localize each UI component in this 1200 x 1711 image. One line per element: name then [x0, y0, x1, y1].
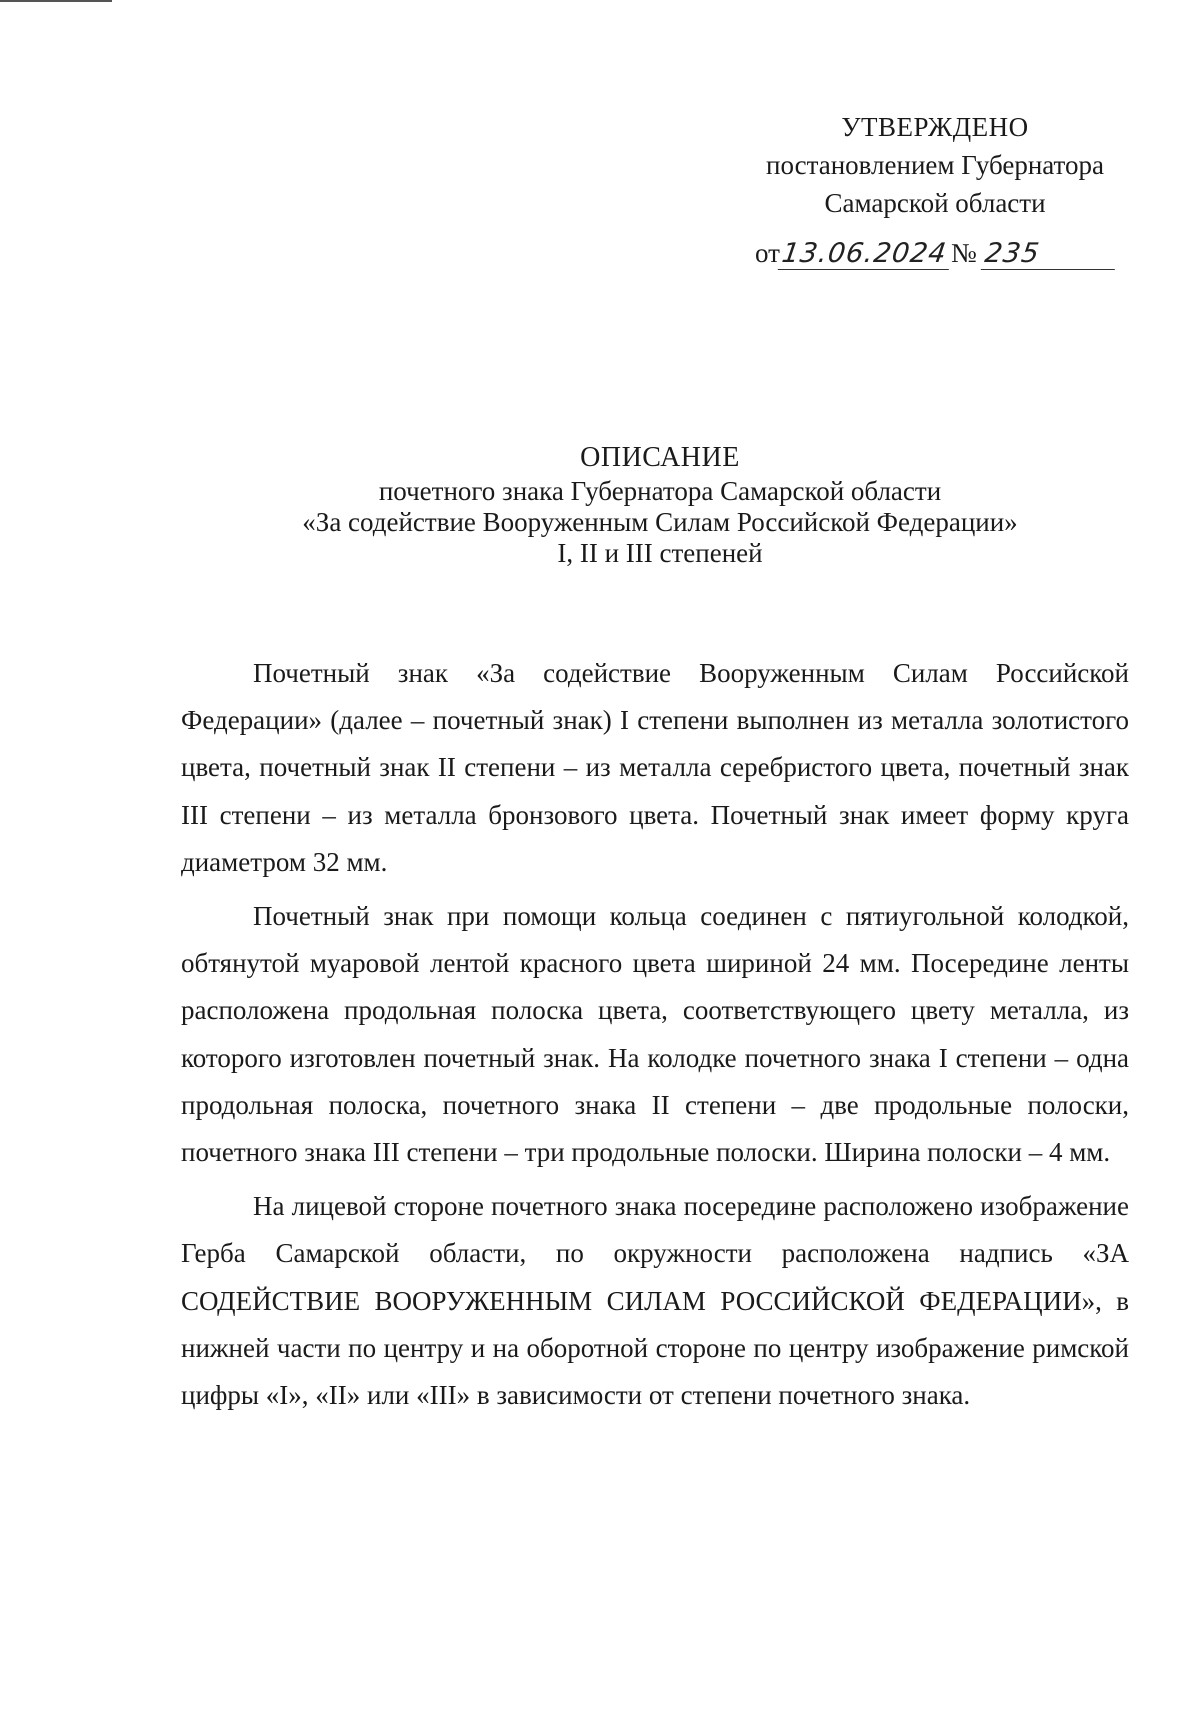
paragraph-design: На лицевой стороне почетного знака посередине расположено изображение Герба Самарской области, по окружности расположена надпись «ЗА СОДЕЙСТВИЕ ВООРУЖЕННЫМ СИЛАМ РОССИЙСКОЙ ФЕДЕРАЦИИ», в нижней части по центру и на оборотной стороне по центру изображение римской цифры «I», «II» или «III» в зависимости от степени почетного знака.: [181, 1191, 1129, 1411]
decree-reference: [755, 238, 1117, 278]
approval-title: УТВЕРЖДЕНО: [841, 112, 1029, 142]
decree-number-handwritten: 235: [981, 238, 1119, 270]
paragraph-material: Почетный знак «За содействие Вооруженным Силам Российской Федерации» (далее – почетный знак) I степени выполнен из металла золотистого цвета, почетный знак II степени – из металла серебристого цвета, почетный знак III степени – из металла бронзового цвета. Почетный знак имеет форму круга диаметром 32 мм.: [181, 658, 1129, 877]
decree-date-handwritten: 13.06.2024: [778, 238, 953, 270]
document-heading: [140, 442, 1180, 569]
heading-award-name: «За содействие Вооруженным Силам Российской Федерации»: [302, 507, 1018, 537]
heading-subtitle: почетного знака Губернатора Самарской области: [378, 476, 942, 506]
approval-line-decree: постановлением Губернатора: [766, 150, 1104, 180]
paragraph-ribbon: Почетный знак при помощи кольца соединен с пятиугольной колодкой, обтянутой муаровой лентой красного цвета шириной 24 мм. Посередине ленты расположена продольная полоска цвета, соответствующего цвету металла, из которого изготовлен почетный знак. На колодке почетного знака I степени – одна продольная полоска, почетного знака II степени – две продольные полоски, почетного знака III степени – три продольные полоски. Ширина полоски – 4 мм.: [181, 901, 1129, 1168]
heading-title: ОПИСАНИЕ: [580, 442, 740, 473]
approval-stamp: [745, 108, 1125, 222]
decree-from-label: от: [755, 238, 780, 268]
document-body: [181, 650, 1129, 1426]
heading-degrees: I, II и III степеней: [557, 538, 763, 568]
scan-edge-line: [0, 0, 112, 2]
decree-number-label: №: [950, 238, 977, 268]
approval-line-region: Самарской области: [824, 188, 1046, 218]
